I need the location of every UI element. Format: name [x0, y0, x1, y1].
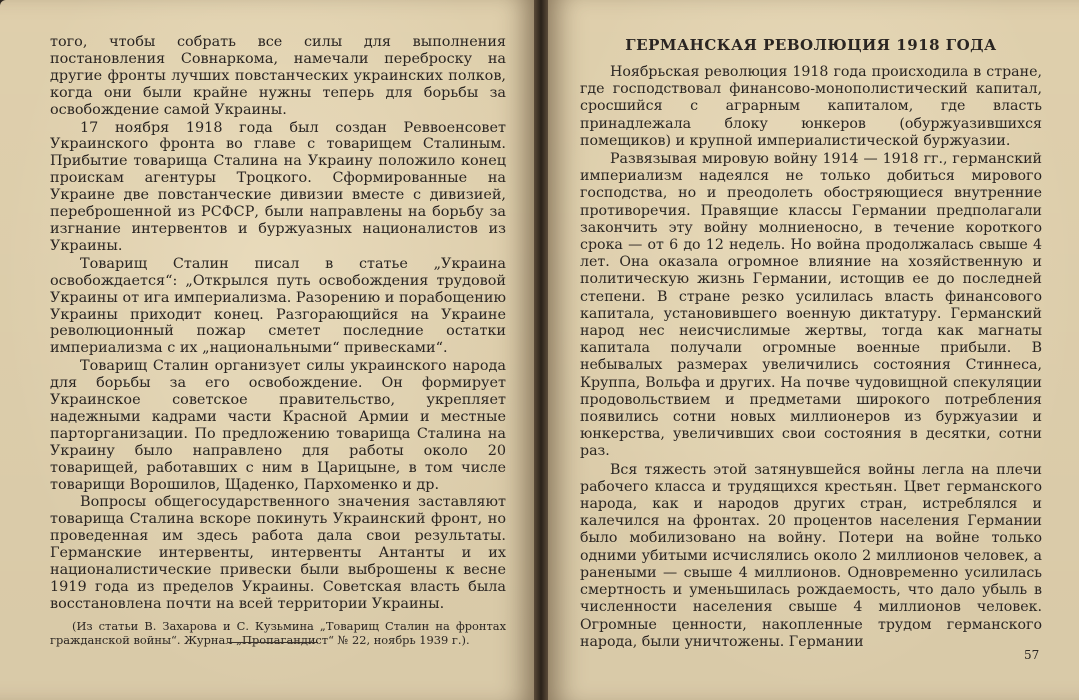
book-gutter: [534, 0, 548, 700]
right-paragraph-1: Ноябрьская революция 1918 года происходила в стране, где господствовал финансово-монополистический капитал, сросшийся с аграрным капиталом, где власть принадлежала блоку юнкеров (обуржуазившихся помещиков) и крупной империалистической буржуазии.: [580, 64, 1042, 149]
left-page-text: [50, 34, 506, 647]
left-paragraph-5: Вопросы общегосударственного значения заставляют товарища Сталина вскоре покинуть Украинский фронт, но проведенная им здесь работа дала свои результаты. Германские интервенты, интервенты Антанты и их националистические привески были выброшены к весне 1919 года из пределов Украины. Советская власть была восстановлена почти на всей территории Украины.: [50, 494, 506, 612]
page-number: 57: [1024, 648, 1040, 662]
left-paragraph-1: того, чтобы собрать все силы для выполнения постановления Совнаркома, намечали переброску на другие фронты лучших повстанческих украинских полков, когда они были крайне нужны теперь для борьбы за освобождение самой Украины.: [50, 34, 506, 118]
citation-rule: [228, 642, 318, 643]
left-paragraph-4: Товарищ Сталин организует силы украинского народа для борьбы за его освобождение. Он формирует Украинское советское правительство, укрепляет надежными кадрами части Красной Армии и местные парторганизации. По предложению товарища Сталина на Украину было направлено для работы около 20 товарищей, работавших с ним в Царицыне, в том числе товарищи Ворошилов, Щаденко, Пархоменко и др.: [50, 358, 506, 493]
right-paragraph-3: Вся тяжесть этой затянувшейся войны легла на плечи рабочего класса и трудящихся крестьян. Цвет германского народа, как и народов других стран, истреблялся и калечился на фронтах. 20 процентов населения Германии было мобилизовано на войну. Потери на войне только одними убитыми исчислялись около 2 миллионов человек, а ранеными — свыше 4 миллионов. Одновременно усилилась смертность и уменьшилась рождаемость, что дало убыль в численности населения свыше 4 миллионов человек. Огромные ценности, накопленные трудом германского народа, были уничтожены. Германии: [580, 461, 1042, 650]
left-paragraph-3: Товарищ Сталин писал в статье „Украина освобождается“: „Открылся путь освобождения трудовой Украины от ига империализма. Разорению и порабощению Украины приходит конец. Разгорающийся на Украине революционный пожар сметет последние остатки империализма с их „национальными“ привесками“.: [50, 255, 506, 357]
source-citation: (Из статьи В. Захарова и С. Кузьмина „Товарищ Сталин на фронтах гражданской войны“. Журнал „Пропагандист“ № 22, ноябрь 1939 г.).: [50, 618, 506, 647]
chapter-heading: ГЕРМАНСКАЯ РЕВОЛЮЦИЯ 1918 ГОДА: [625, 36, 997, 54]
right-page-text: [580, 36, 1042, 651]
right-paragraph-2: Развязывая мировую войну 1914 — 1918 гг., германский империализм надеялся не только добиться мирового господства, но и преодолеть обостряющиеся внутренние противоречия. Правящие классы Германии предполагали закончить эту войну молниеносно, в течение короткого срока — от 6 до 12 недель. Но война продолжалась свыше 4 лет. Она оказала огромное влияние на хозяйственную и политическую жизнь Германии, истощив ее до последней степени. В стране резко усилилась власть финансового капитала, установившего военную диктатуру. Германский народ нес неисчислимые жертвы, тогда как магнаты капитала получали огромные военные прибыли. В небывалых размерах увеличились состояния Стиннеса, Круппа, Вольфа и других. На почве чудовищной спекуляции продовольствием и предметами широкого потребления появились сотни новых миллионеров из буржуазии и юнкерства, увеличивших свои состояния в десятки, сотни раз.: [580, 151, 1042, 460]
left-paragraph-2: 17 ноября 1918 года был создан Реввоенсовет Украинского фронта во главе с товарищем Сталиным. Прибытие товарища Сталина на Украину положило конец проискам агентуры Троцкого. Сформированные на Украине две повстанческие дивизии вместе с дивизией, переброшенной из РСФСР, были направлены на борьбу за изгнание интервентов и буржуазных националистов из Украины.: [50, 119, 506, 254]
